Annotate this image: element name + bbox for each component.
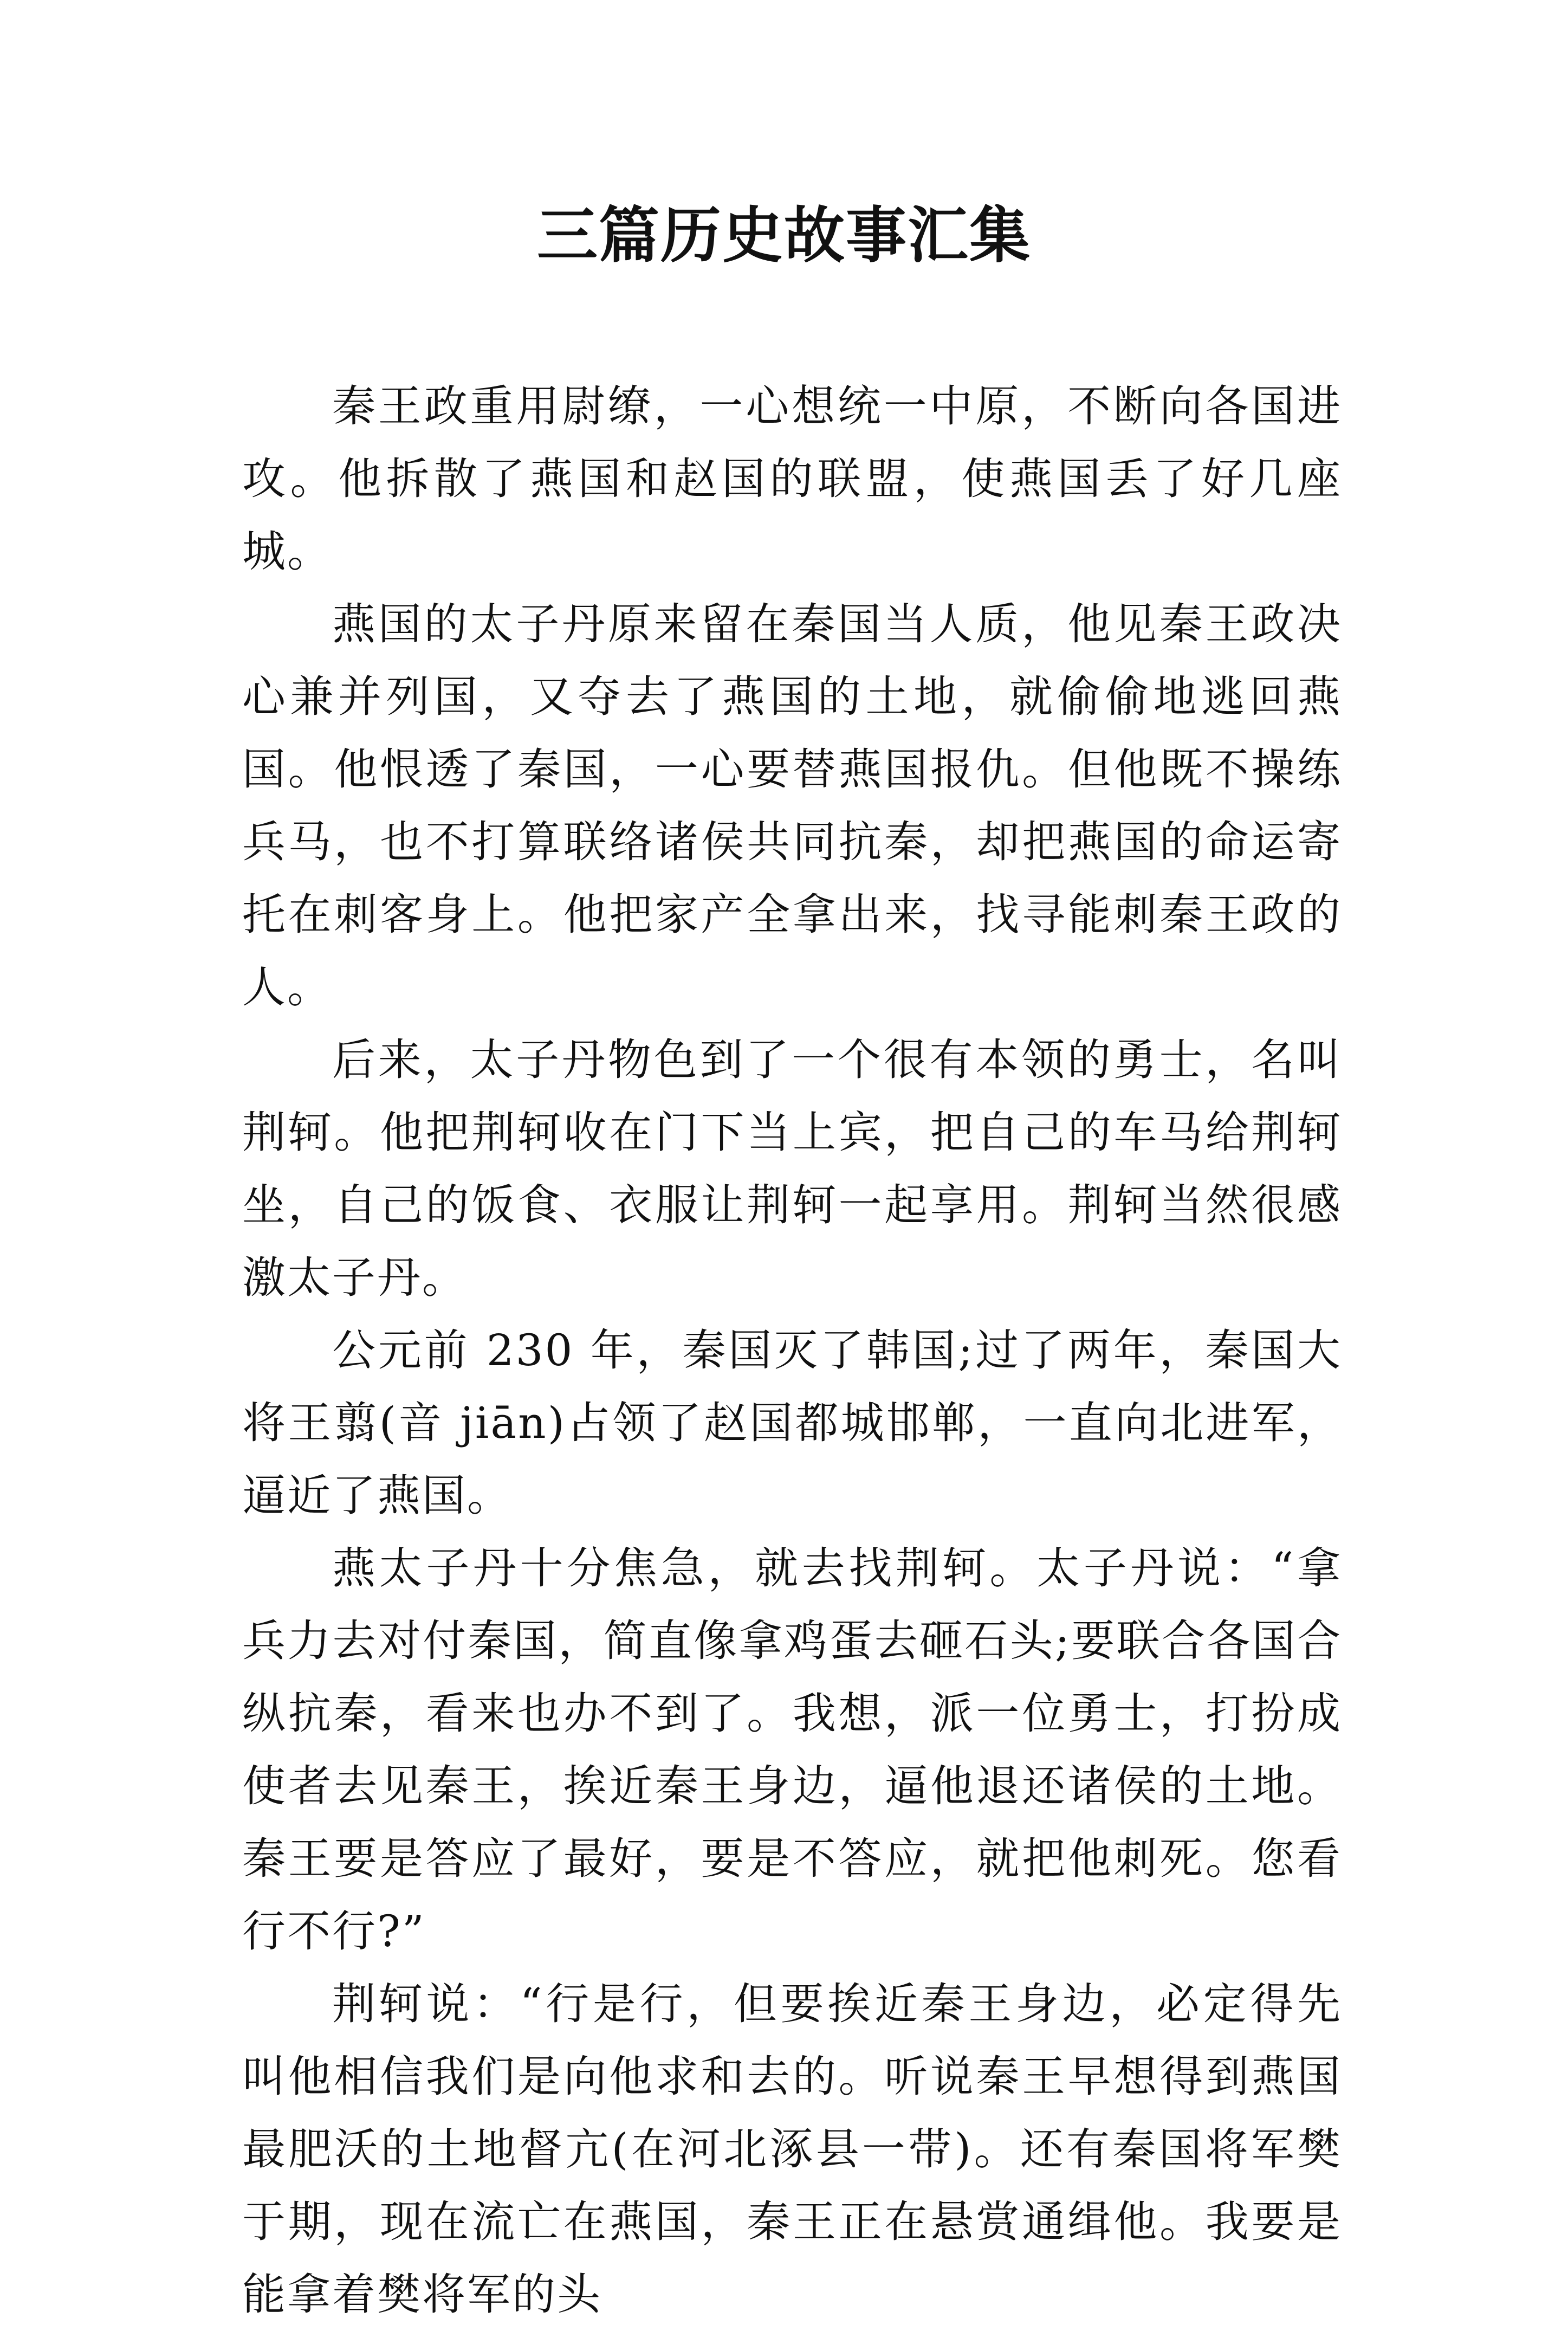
paragraph: 后来，太子丹物色到了一个很有本领的勇士，名叫荆轲。他把荆轲收在门下当上宾，把自己的车马给荆轲坐，自己的饭食、衣服让荆轲一起享用。荆轲当然很感激太子丹。: [242, 1035, 1342, 1303]
document-title: 三篇历史故事汇集: [537, 200, 1031, 271]
paragraph: 公元前 230 年，秦国灭了韩国;过了两年，秦国大将王翦(音 jiān)占领了赵国都城邯郸，一直向北进军，逼近了燕国。: [242, 1325, 1342, 1521]
paragraph: 燕太子丹十分焦急，就去找荆轲。太子丹说：“拿兵力去对付秦国，简直像拿鸡蛋去砸石头;要联合各国合纵抗秦，看来也办不到了。我想，派一位勇士，打扮成使者去见秦王，挨近秦王身边，逼他退还诸侯的土地。秦王要是答应了最好，要是不答应，就把他刺死。您看行不行?”: [242, 1543, 1342, 1957]
paragraph: 荆轲说：“行是行，但要挨近秦王身边，必定得先叫他相信我们是向他求和去的。听说秦王早想得到燕国最肥沃的土地督亢(在河北涿县一带)。还有秦国将军樊于期，现在流亡在燕国，秦王正在悬赏通缉他。我要是能拿着樊将军的头: [242, 1979, 1342, 2320]
paragraph: 燕国的太子丹原来留在秦国当人质，他见秦王政决心兼并列国，又夺去了燕国的土地，就偷偷地逃回燕国。他恨透了秦国，一心要替燕国报仇。但他既不操练兵马，也不打算联络诸侯共同抗秦，却把燕国的命运寄托在刺客身上。他把家产全拿出来，找寻能刺秦王政的人。: [242, 599, 1342, 1012]
paragraph: 秦王政重用尉缭，一心想统一中原，不断向各国进攻。他拆散了燕国和赵国的联盟，使燕国丢了好几座城。: [242, 381, 1342, 577]
document-body: [242, 370, 1342, 2331]
